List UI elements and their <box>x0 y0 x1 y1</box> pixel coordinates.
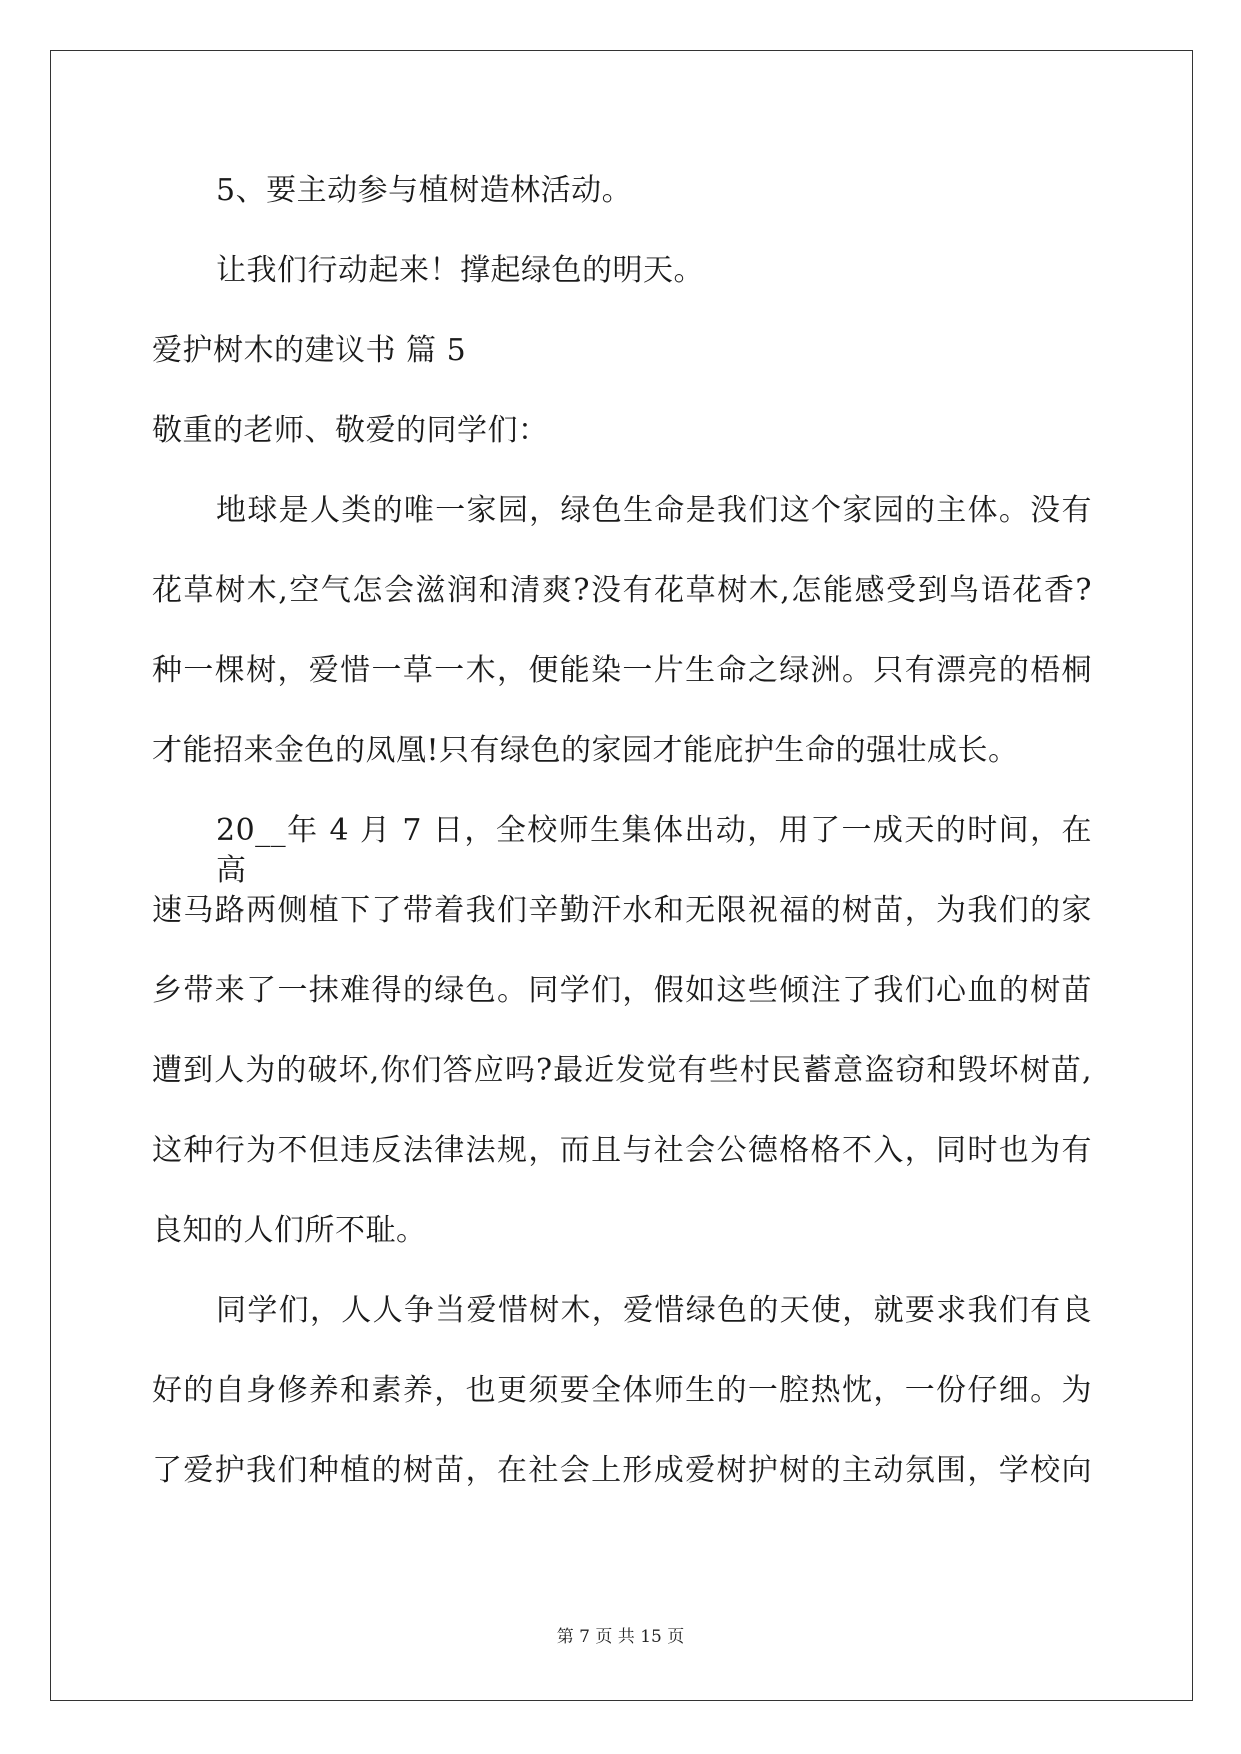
paragraph-line: 同学们，人人争当爱惜树木，爱惜绿色的天使，就要求我们有良 <box>216 1293 1092 1328</box>
paragraph-line: 20__年 4 月 7 日，全校师生集体出动，用了一成天的时间，在高 <box>216 813 1092 888</box>
paragraph-line: 地球是人类的唯一家园，绿色生命是我们这个家园的主体。没有 <box>216 493 1092 528</box>
text-line: 让我们行动起来！撑起绿色的明天。 <box>216 253 704 288</box>
page-number-footer: 第 7 页 共 15 页 <box>556 1627 685 1647</box>
paragraph-line: 这种行为不但违反法律法规，而且与社会公德格格不入，同时也为有 <box>152 1133 1092 1168</box>
section-heading: 爱护树木的建议书 篇 5 <box>152 333 467 368</box>
paragraph-line: 遭到人为的破坏,你们答应吗?最近发觉有些村民蓄意盗窃和毁坏树苗, <box>152 1053 1092 1088</box>
paragraph-line: 良知的人们所不耻。 <box>152 1213 427 1248</box>
paragraph-line: 了爱护我们种植的树苗，在社会上形成爱树护树的主动氛围，学校向 <box>152 1453 1092 1488</box>
paragraph-line: 速马路两侧植下了带着我们辛勤汗水和无限祝福的树苗，为我们的家 <box>152 893 1092 928</box>
paragraph-line: 种一棵树，爱惜一草一木，便能染一片生命之绿洲。只有漂亮的梧桐 <box>152 653 1092 688</box>
paragraph-line: 花草树木,空气怎会滋润和清爽?没有花草树木,怎能感受到鸟语花香? <box>152 573 1092 608</box>
salutation: 敬重的老师、敬爱的同学们： <box>152 413 549 448</box>
text-line: 5、要主动参与植树造林活动。 <box>216 173 633 208</box>
paragraph-line: 好的自身修养和素养，也更须要全体师生的一腔热忱，一份仔细。为 <box>152 1373 1092 1408</box>
paragraph-line: 才能招来金色的凤凰!只有绿色的家园才能庇护生命的强壮成长。 <box>152 733 1019 768</box>
paragraph-line: 乡带来了一抹难得的绿色。同学们，假如这些倾注了我们心血的树苗 <box>152 973 1092 1008</box>
